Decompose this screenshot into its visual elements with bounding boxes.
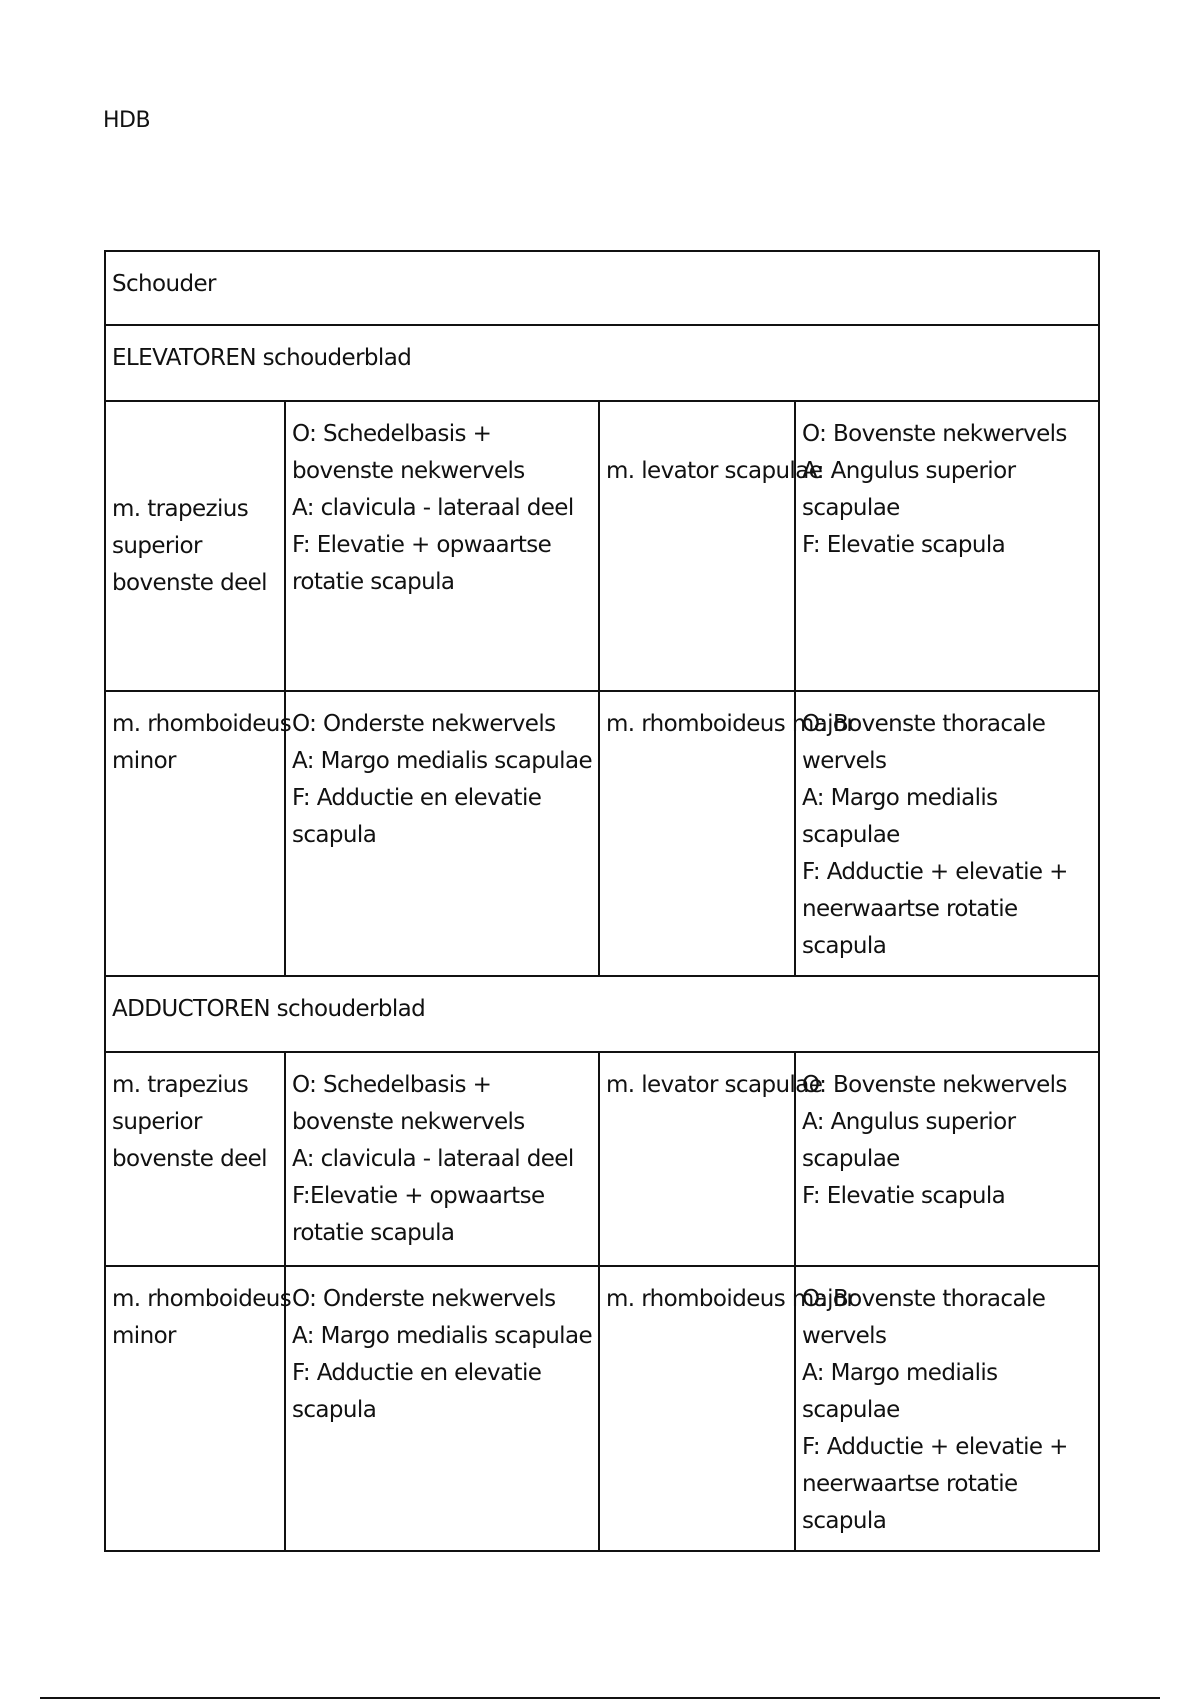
muscle-details-cell: [285, 1052, 599, 1266]
attachment-line: A: Margo medialis scapulae: [292, 1323, 593, 1349]
attachment-line: A: clavicula - lateraal deel: [292, 1146, 574, 1172]
muscle-name-line: superior: [112, 532, 202, 559]
muscle-name-cell: [105, 1266, 292, 1551]
muscle-name-line: m. rhomboideus major: [606, 1286, 856, 1312]
table-row: [105, 1266, 1099, 1551]
origin-line: O: Onderste nekwervels: [292, 1286, 556, 1312]
function-line: F: Adductie + elevatie + neerwaartse rotatie scapula: [802, 859, 1068, 959]
muscle-name-cell: [599, 1052, 823, 1266]
footer-divider: [40, 1697, 1160, 1699]
function-line: F: Elevatie scapula: [802, 532, 1006, 558]
muscle-details-cell: [285, 401, 599, 691]
function-line: F: Elevatie + opwaartse rotatie scapula: [292, 532, 552, 595]
muscle-name-line: m. levator scapulae: [606, 1072, 823, 1098]
muscle-name-line: m. rhomboideus: [112, 711, 292, 737]
muscle-name-cell: [599, 401, 823, 691]
section-heading-row: [105, 976, 1099, 1052]
function-line: F:Elevatie + opwaartse rotatie scapula: [292, 1183, 545, 1246]
origin-line: O: Onderste nekwervels: [292, 711, 556, 737]
attachment-line: A: Angulus superior scapulae: [802, 458, 1016, 521]
muscle-table: [104, 250, 1100, 1552]
origin-line: O: Bovenste thoracale wervels: [802, 1286, 1046, 1349]
muscle-details-cell: [795, 1052, 1099, 1266]
function-line: F: Adductie en elevatie scapula: [292, 1360, 542, 1423]
section-heading: ADDUCTOREN schouderblad: [105, 976, 1099, 1052]
section-heading-row: [105, 325, 1099, 401]
page-label: HDB: [103, 108, 151, 133]
origin-line: O: Bovenste nekwervels: [802, 1072, 1067, 1098]
muscle-name-line: minor: [112, 1323, 176, 1349]
function-line: F: Adductie en elevatie scapula: [292, 785, 542, 848]
origin-line: O: Bovenste nekwervels: [802, 421, 1067, 447]
function-line: F: Adductie + elevatie + neerwaartse rotatie scapula: [802, 1434, 1068, 1534]
table-title: Schouder: [105, 251, 1099, 325]
muscle-name-line: m. levator scapulae: [606, 458, 823, 484]
muscle-name-line: bovenste deel: [112, 1146, 267, 1172]
muscle-details-cell: [285, 691, 599, 976]
muscle-name-line: m. trapezius: [112, 1072, 249, 1098]
attachment-line: A: Margo medialis scapulae: [802, 1360, 998, 1423]
table-row: [105, 691, 1099, 976]
origin-line: O: Schedelbasis + bovenste nekwervels: [292, 421, 525, 484]
section-heading: ELEVATOREN schouderblad: [105, 325, 1099, 401]
origin-line: O: Bovenste thoracale wervels: [802, 711, 1046, 774]
muscle-name-line: bovenste deel: [112, 569, 267, 596]
muscle-details-cell: [795, 401, 1099, 691]
table-title-row: [105, 251, 1099, 325]
attachment-line: A: Angulus superior scapulae: [802, 1109, 1016, 1172]
muscle-name-line: m. rhomboideus major: [606, 711, 856, 737]
muscle-name-cell: [105, 401, 285, 691]
muscle-details-cell: [795, 691, 1099, 976]
muscle-name-line: m. rhomboideus: [112, 1286, 292, 1312]
attachment-line: A: clavicula - lateraal deel: [292, 495, 574, 521]
function-line: F: Elevatie scapula: [802, 1183, 1006, 1209]
muscle-name-cell: [599, 1266, 856, 1551]
muscle-name-line: minor: [112, 748, 176, 774]
origin-line: O: Schedelbasis + bovenste nekwervels: [292, 1072, 525, 1135]
attachment-line: A: Margo medialis scapulae: [802, 785, 998, 848]
table-row: [105, 1052, 1099, 1266]
muscle-name-cell: [599, 691, 856, 976]
muscle-name-line: superior: [112, 1109, 202, 1135]
muscle-name-cell: [105, 1052, 285, 1266]
muscle-details-cell: [795, 1266, 1099, 1551]
attachment-line: A: Margo medialis scapulae: [292, 748, 593, 774]
muscle-name-line: m. trapezius: [112, 495, 249, 522]
muscle-name-cell: [105, 691, 292, 976]
muscle-details-cell: [285, 1266, 599, 1551]
table-row: [105, 401, 1099, 691]
